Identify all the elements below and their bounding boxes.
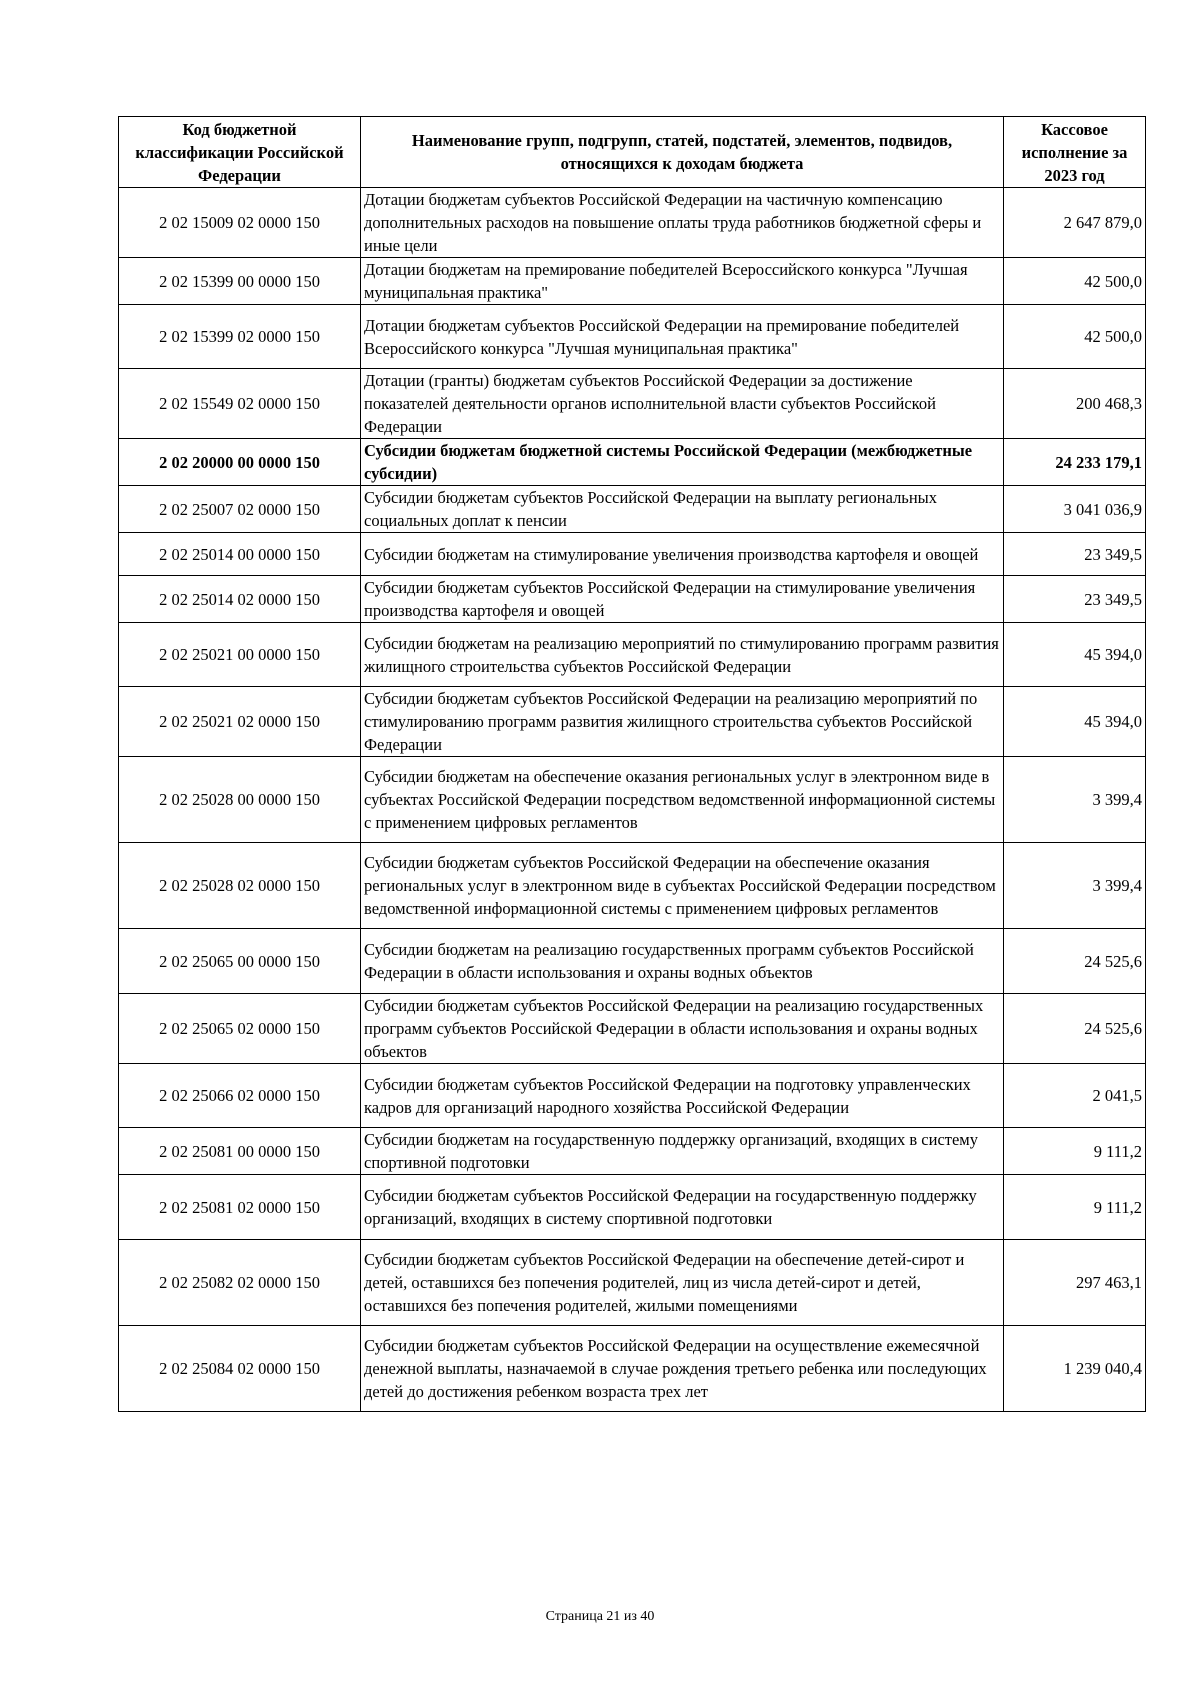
- cell-amount: 24 233 179,1: [1004, 439, 1146, 486]
- table-row: [119, 843, 1146, 929]
- table-row: [119, 533, 1146, 576]
- table-row: [119, 1128, 1146, 1175]
- cell-name: Субсидии бюджетам субъектов Российской Федерации на государственную поддержку организаций, входящих в систему спортивной подготовки: [361, 1175, 1004, 1240]
- cell-code: 2 02 15009 02 0000 150: [119, 188, 361, 258]
- cell-name: Субсидии бюджетам на государственную поддержку организаций, входящих в систему спортивной подготовки: [361, 1128, 1004, 1175]
- cell-code: 2 02 25007 02 0000 150: [119, 486, 361, 533]
- cell-code: 2 02 15399 00 0000 150: [119, 258, 361, 305]
- table-row: [119, 1175, 1146, 1240]
- cell-code: 2 02 25028 02 0000 150: [119, 843, 361, 929]
- header-name: Наименование групп, подгрупп, статей, подстатей, элементов, подвидов, относящихся к доходам бюджета: [361, 117, 1004, 188]
- cell-amount: 9 111,2: [1004, 1175, 1146, 1240]
- cell-amount: 3 399,4: [1004, 757, 1146, 843]
- table-row: [119, 439, 1146, 486]
- cell-code: 2 02 25014 02 0000 150: [119, 576, 361, 623]
- cell-name: Субсидии бюджетам субъектов Российской Федерации на реализацию мероприятий по стимулированию программ развития жилищного строительства субъектов Российской Федерации: [361, 687, 1004, 757]
- cell-name: Субсидии бюджетам субъектов Российской Федерации на обеспечение детей-сирот и детей, оставшихся без попечения родителей, лиц из числа детей-сирот и детей, оставшихся без попечения родителей, жилыми помещениями: [361, 1240, 1004, 1326]
- cell-code: 2 02 25021 00 0000 150: [119, 623, 361, 687]
- cell-amount: 45 394,0: [1004, 687, 1146, 757]
- header-amount: Кассовое исполнение за 2023 год: [1004, 117, 1146, 188]
- cell-name: Субсидии бюджетам субъектов Российской Федерации на осуществление ежемесячной денежной выплаты, назначаемой в случае рождения третьего ребенка или последующих детей до достижения ребенком возраста трех лет: [361, 1326, 1004, 1412]
- header-code: Код бюджетной классификации Российской Федерации: [119, 117, 361, 188]
- cell-amount: 42 500,0: [1004, 305, 1146, 369]
- cell-amount: 23 349,5: [1004, 576, 1146, 623]
- cell-amount: 3 041 036,9: [1004, 486, 1146, 533]
- cell-name: Субсидии бюджетам бюджетной системы Российской Федерации (межбюджетные субсидии): [361, 439, 1004, 486]
- cell-code: 2 02 25065 00 0000 150: [119, 929, 361, 994]
- budget-revenue-table: [118, 116, 1146, 1412]
- cell-name: Субсидии бюджетам субъектов Российской Федерации на подготовку управленческих кадров для организаций народного хозяйства Российской Федерации: [361, 1064, 1004, 1128]
- cell-amount: 23 349,5: [1004, 533, 1146, 576]
- table-row: [119, 369, 1146, 439]
- table-row: [119, 305, 1146, 369]
- cell-name: Дотации бюджетам на премирование победителей Всероссийского конкурса "Лучшая муниципальная практика": [361, 258, 1004, 305]
- cell-code: 2 02 25084 02 0000 150: [119, 1326, 361, 1412]
- cell-amount: 24 525,6: [1004, 929, 1146, 994]
- table-row: [119, 188, 1146, 258]
- cell-amount: 2 041,5: [1004, 1064, 1146, 1128]
- table-row: [119, 1064, 1146, 1128]
- cell-amount: 9 111,2: [1004, 1128, 1146, 1175]
- cell-amount: 297 463,1: [1004, 1240, 1146, 1326]
- cell-code: 2 02 25014 00 0000 150: [119, 533, 361, 576]
- cell-name: Дотации бюджетам субъектов Российской Федерации на премирование победителей Всероссийского конкурса "Лучшая муниципальная практика": [361, 305, 1004, 369]
- table-row: [119, 757, 1146, 843]
- cell-name: Дотации (гранты) бюджетам субъектов Российской Федерации за достижение показателей деятельности органов исполнительной власти субъектов Российской Федерации: [361, 369, 1004, 439]
- cell-name: Субсидии бюджетам на обеспечение оказания региональных услуг в электронном виде в субъектах Российской Федерации посредством ведомственной информационной системы с применением цифровых регламентов: [361, 757, 1004, 843]
- cell-name: Субсидии бюджетам субъектов Российской Федерации на обеспечение оказания региональных услуг в электронном виде в субъектах Российской Федерации посредством ведомственной информационной системы с применением цифровых регламентов: [361, 843, 1004, 929]
- table-row: [119, 576, 1146, 623]
- table-row: [119, 623, 1146, 687]
- cell-code: 2 02 15549 02 0000 150: [119, 369, 361, 439]
- table-row: [119, 1326, 1146, 1412]
- cell-name: Субсидии бюджетам субъектов Российской Федерации на выплату региональных социальных доплат к пенсии: [361, 486, 1004, 533]
- cell-code: 2 02 25021 02 0000 150: [119, 687, 361, 757]
- cell-code: 2 02 25081 00 0000 150: [119, 1128, 361, 1175]
- cell-name: Дотации бюджетам субъектов Российской Федерации на частичную компенсацию дополнительных расходов на повышение оплаты труда работников бюджетной сферы и иные цели: [361, 188, 1004, 258]
- cell-code: 2 02 25066 02 0000 150: [119, 1064, 361, 1128]
- cell-code: 2 02 20000 00 0000 150: [119, 439, 361, 486]
- cell-name: Субсидии бюджетам субъектов Российской Федерации на реализацию государственных программ субъектов Российской Федерации в области использования и охраны водных объектов: [361, 994, 1004, 1064]
- cell-name: Субсидии бюджетам на реализацию государственных программ субъектов Российской Федерации в области использования и охраны водных объектов: [361, 929, 1004, 994]
- cell-name: Субсидии бюджетам на реализацию мероприятий по стимулированию программ развития жилищного строительства субъектов Российской Федерации: [361, 623, 1004, 687]
- table-row: [119, 687, 1146, 757]
- cell-code: 2 02 25065 02 0000 150: [119, 994, 361, 1064]
- table-body: [119, 188, 1146, 1412]
- table-row: [119, 994, 1146, 1064]
- page-number: Страница 21 из 40: [545, 1609, 655, 1624]
- cell-name: Субсидии бюджетам на стимулирование увеличения производства картофеля и овощей: [361, 533, 1004, 576]
- table-row: [119, 486, 1146, 533]
- cell-code: 2 02 25081 02 0000 150: [119, 1175, 361, 1240]
- cell-amount: 45 394,0: [1004, 623, 1146, 687]
- cell-amount: 3 399,4: [1004, 843, 1146, 929]
- cell-name: Субсидии бюджетам субъектов Российской Федерации на стимулирование увеличения производства картофеля и овощей: [361, 576, 1004, 623]
- cell-amount: 42 500,0: [1004, 258, 1146, 305]
- cell-code: 2 02 25028 00 0000 150: [119, 757, 361, 843]
- cell-amount: 24 525,6: [1004, 994, 1146, 1064]
- cell-amount: 2 647 879,0: [1004, 188, 1146, 258]
- cell-code: 2 02 25082 02 0000 150: [119, 1240, 361, 1326]
- table-row: [119, 258, 1146, 305]
- cell-code: 2 02 15399 02 0000 150: [119, 305, 361, 369]
- table-row: [119, 1240, 1146, 1326]
- table-row: [119, 929, 1146, 994]
- cell-amount: 200 468,3: [1004, 369, 1146, 439]
- cell-amount: 1 239 040,4: [1004, 1326, 1146, 1412]
- table-header-row: [119, 117, 1146, 188]
